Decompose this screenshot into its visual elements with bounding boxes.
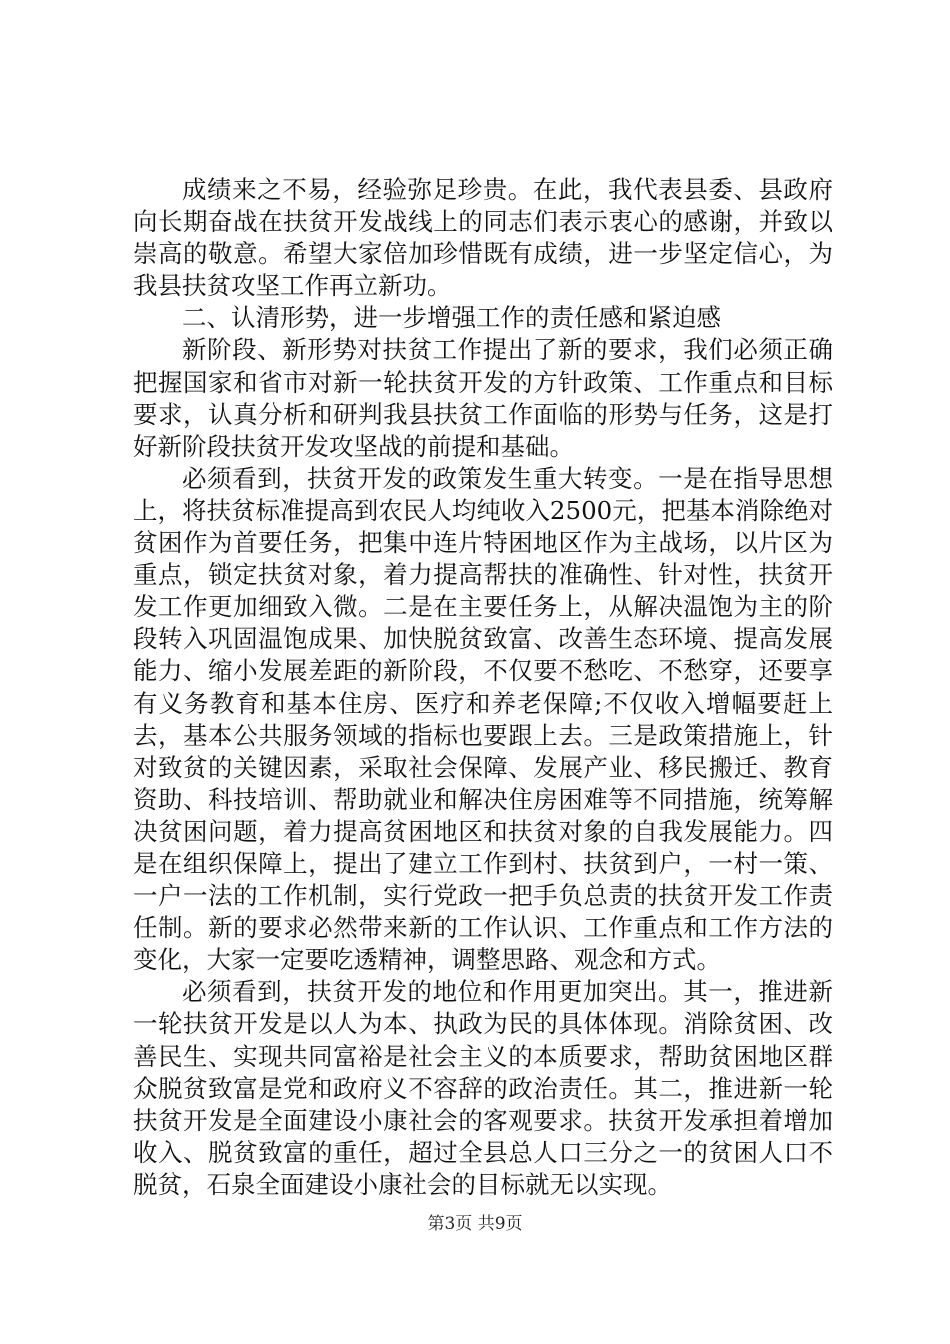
- paragraph-gratitude: 成绩来之不易，经验弥足珍贵。在此，我代表县委、县政府向长期奋战在扶贫开发战线上的同志们表示衷心的感谢，并致以崇高的敬意。希望大家倍加珍惜既有成绩，进一步坚定信心，为我县扶贫攻坚工作再立新功。: [133, 175, 833, 301]
- paragraph-status-and-role: 必须看到，扶贫开发的地位和作用更加突出。其一，推进新一轮扶贫开发是以人为本、执政为民的具体体现。消除贫困、改善民生、实现共同富裕是社会主义的本质要求，帮助贫困地区群众脱贫致富是党和政府义不容辞的政治责任。其二，推进新一轮扶贫开发是全面建设小康社会的客观要求。扶贫开发承担着增加收入、脱贫致富的重任，超过全县总人口三分之一的贫困人口不脱贫，石泉全面建设小康社会的目标就无以实现。: [133, 977, 833, 1199]
- page-number-label: 第3页 共9页: [427, 1214, 523, 1234]
- paragraph-policy-changes: 必须看到，扶贫开发的政策发生重大转变。一是在指导思想上，将扶贫标准提高到农民人均纯收入2500元，把基本消除绝对贫困作为首要任务，把集中连片特困地区作为主战场，以片区为重点，锁定扶贫对象，着力提高帮扶的准确性、针对性，扶贫开发工作更加细致入微。二是在主要任务上，从解决温饱为主的阶段转入巩固温饱成果、加快脱贫致富、改善生态环境、提高发展能力、缩小发展差距的新阶段，不仅要不愁吃、不愁穿，还要享有义务教育和基本住房、医疗和养老保障;不仅收入增幅要赶上去，基本公共服务领域的指标也要跟上去。三是政策措施上，针对致贫的关键因素，采取社会保障、发展产业、移民搬迁、教育资助、科技培训、帮助就业和解决住房困难等不同措施，统筹解决贫困问题，着力提高贫困地区和扶贫对象的自我发展能力。四是在组织保障上，提出了建立工作到村、扶贫到户，一村一策、一户一法的工作机制，实行党政一把手负总责的扶贫开发工作责任制。新的要求必然带来新的工作认识、工作重点和工作方法的变化，大家一定要吃透精神，调整思路、观念和方式。: [133, 463, 833, 975]
- paragraph-new-requirements: 新阶段、新形势对扶贫工作提出了新的要求，我们必须正确把握国家和省市对新一轮扶贫开发的方针政策、工作重点和目标要求，认真分析和研判我县扶贫工作面临的形势与任务，这是打好新阶段扶贫开发攻坚战的前提和基础。: [133, 335, 833, 461]
- document-body: [133, 174, 833, 1201]
- page-footer: [0, 1212, 950, 1236]
- section-heading-situation: 二、认清形势，进一步增强工作的责任感和紧迫感: [182, 303, 721, 333]
